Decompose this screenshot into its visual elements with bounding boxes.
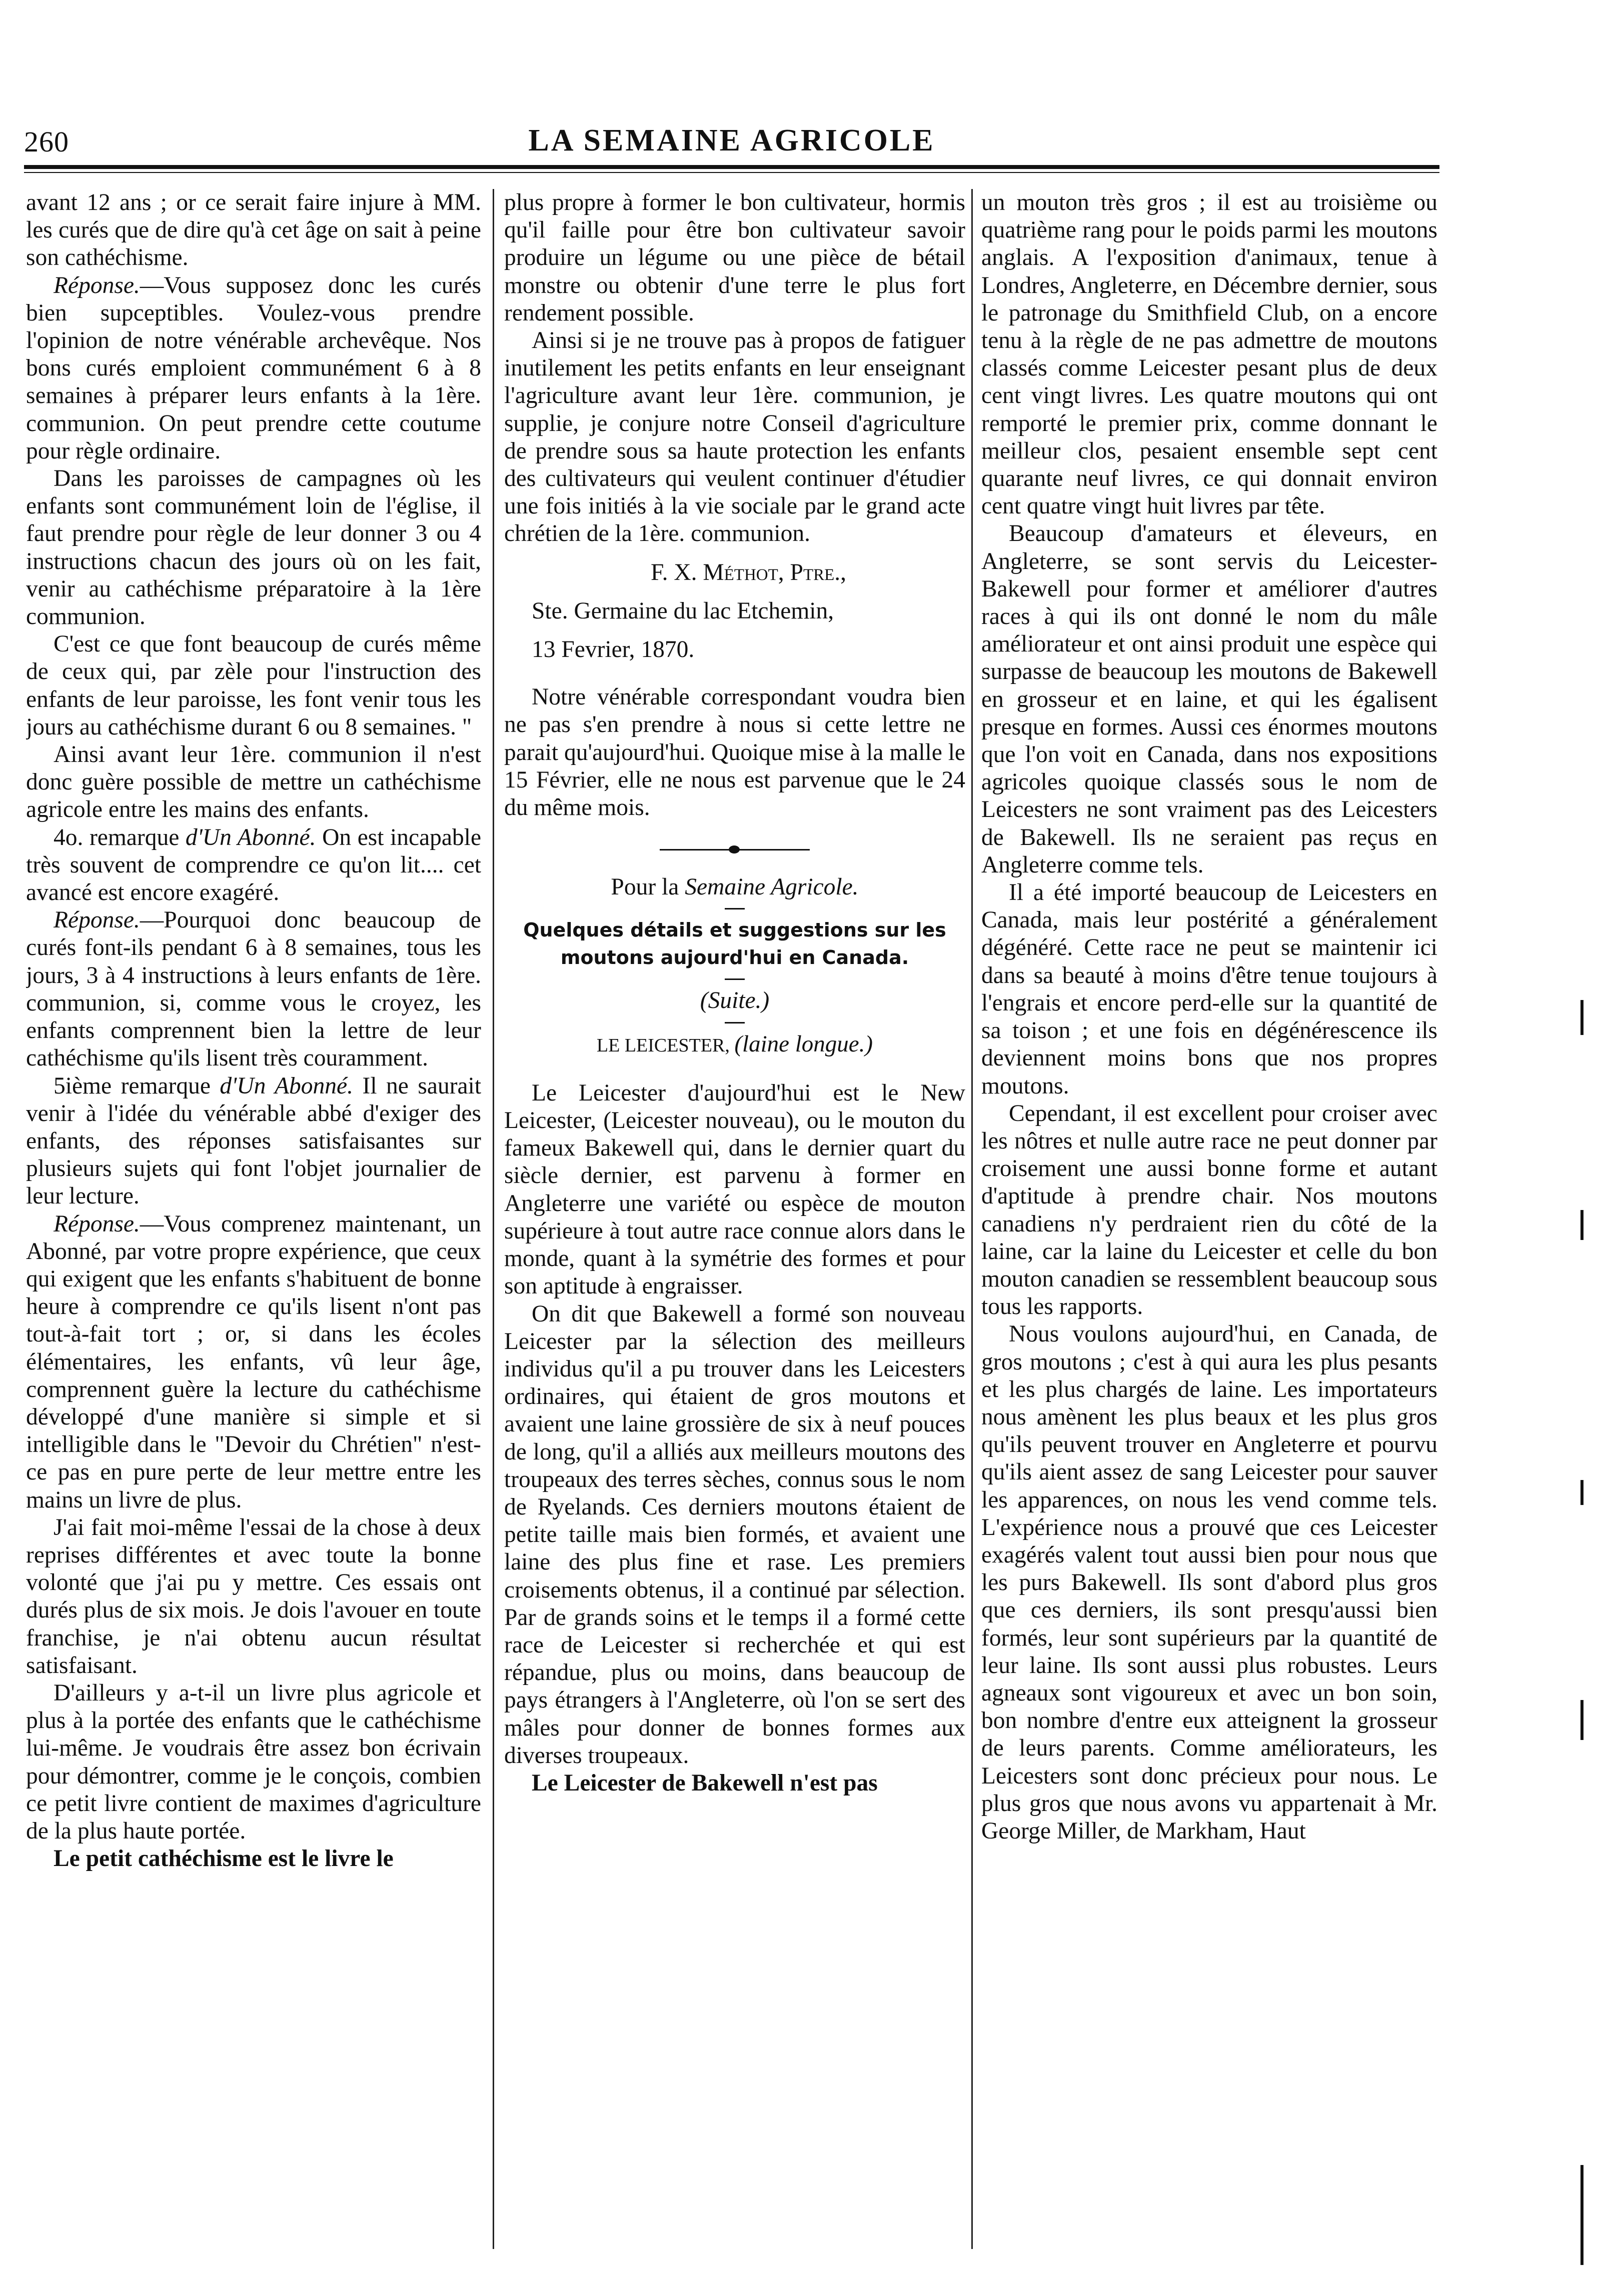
margin-binding-marks <box>1575 1000 1590 2275</box>
section-ornament <box>660 846 810 854</box>
remark-prefix: 4o. remarque <box>54 824 180 850</box>
dash-separator <box>725 978 745 980</box>
dedication <box>504 874 965 901</box>
signature-date: 13 Fevrier, 1870. <box>532 636 695 663</box>
paragraph <box>26 272 481 465</box>
paragraph: avant 12 ans ; or ce serait faire injure à MM. les curés que de dire qu'à cet âge on sait à peine son cathéchisme. <box>26 190 481 271</box>
suite-text: (Suite.) <box>700 988 770 1014</box>
page-header <box>24 120 1439 160</box>
paragraph: Dans les paroisses de campagnes où les enfants sont communément loin de l'église, il faut prendre pour règle de leur donner 3 ou 4 instructions chacun des jours où on les fait, venir au cathéchisme préparatoire à la 1ère communion. <box>26 466 481 630</box>
paragraph: Ainsi avant leur 1ère. communion il n'est donc guère possible de mettre un cathéchisme agricole entre les mains des enfants. <box>26 742 481 823</box>
remark-prefix: 5ième remarque <box>54 1072 211 1099</box>
reponse-label: Réponse. <box>54 1210 140 1237</box>
dash-separator <box>725 908 745 910</box>
header-rule-thin <box>24 172 1439 173</box>
column-left <box>26 189 481 2259</box>
paragraph <box>26 1072 481 1210</box>
margin-mark <box>1580 1210 1583 1240</box>
remark-author: d'Un Abonné. <box>220 1072 354 1099</box>
paragraph: Nous voulons aujourd'hui, en Canada, de gros moutons ; c'est à qui aura les plus pesants et les plus chargés de laine. Les importateurs nous amènent les plus beaux et les plus gros qu'ils peuvent trouver en Angleterre et pourvu qu'ils aient assez de sang Leicester pour sauver les apparences, on nous les vend comme tels. L'expérience nous a prouvé que ces Leicester exagérés valent tout aussi bien pour nous que les purs Bakewell. Ils sont d'abord plus gros que ces derniers, ils sont presqu'aussi bien formés, leur sont supérieurs par la quantité de leur laine. Ils sont aussi plus robustes. Leurs agneaux sont vigoureux et avec un bon soin, bon nombre d'entre eux atteignent la grosseur de leurs parents. Comme améliorateurs, les Leicesters sont donc précieux pour nous. Le plus gros que nous avons vu appartenait à Mr. George Miller, de Markham, Haut <box>981 1321 1437 1844</box>
header-rule <box>24 165 1439 169</box>
paragraph: Le Leicester de Bakewell n'est pas <box>532 1770 878 1796</box>
letter-signature <box>504 559 965 664</box>
paragraph: plus propre à former le bon cultivateur, hormis qu'il faille pour être bon cultivateur savoir produire un légume ou une pièce de bétail monstre ou obtenir d'une terre le plus fort rendement possible. <box>504 190 965 326</box>
paragraph: J'ai fait moi-même l'essai de la chose à deux reprises différentes et avec toute la bonne volonté que j'ai pu y mettre. Ces essais ont durés plus de six mois. Je dois l'avouer en toute franchise, je n'ai obtenu aucun résultat satisfaisant. <box>26 1514 481 1678</box>
paragraph-text: —Pourquoi donc beaucoup de curés font-ils pendant 6 à 8 semaines, tous les jours, 3 à 4 instructions à leurs enfants de 1ère. communion, si, comme vous le croyez, les enfants comprennent bien la lettre de leur cathéchisme qu'ils lisent très couramment. <box>26 907 481 1072</box>
page-number: 260 <box>24 126 69 158</box>
margin-mark <box>1580 1000 1583 1035</box>
paragraph: Il a été importé beaucoup de Leicesters en Canada, mais leur postérité a généralement dégénéré. Cette race ne peut se maintenir ici dans sa beauté à moins d'être tenue toujours à l'engrais et encore perd-elle sur la quantité de sa toison ; et une fois en dégénérescence ils deviennent moins bons que nos propres moutons. <box>981 880 1437 1099</box>
section-subheading: (laine longue.) <box>734 1030 873 1057</box>
section-heading-text: LE LEICESTER, <box>596 1034 730 1056</box>
section-heading <box>504 1030 965 1060</box>
paragraph: Ainsi si je ne trouve pas à propos de fatiguer inutilement les petits enfants en leur enseignant l'agriculture avant leur 1ère. communion, je supplie, je conjure notre Conseil d'agriculture de prendre sous sa haute protection les enfants des cultivateurs qui veulent continuer d'étudier une fois initiés à la vie sociale par le grand acte chrétien de la 1ère. communion. <box>504 328 965 547</box>
dedication-journal: Semaine Agricole. <box>685 874 859 900</box>
paragraph-text: On est incapable très souvent de comprendre ce qu'on lit.... cet avancé est encore exagéré. <box>26 824 481 906</box>
reponse-label: Réponse. <box>54 272 140 298</box>
paragraph-text: Il ne saurait venir à l'idée du vénérable abbé d'exiger des enfants, des réponses satisfaisantes sur plusieurs sujets qui font l'objet journalier de leur lecture. <box>26 1072 481 1210</box>
paragraph: Cependant, il est excellent pour croiser avec les nôtres et nulle autre race ne peut donner par croisement une aussi bonne forme et autant d'aptitude à prendre chair. Nos moutons canadiens n'y perdraient rien du côté de la laine, car la laine du Leicester et celle du bon mouton canadien se ressemblent beaucoup sous tous les rapports. <box>981 1100 1437 1320</box>
dedication-prefix: Pour la <box>611 874 679 900</box>
journal-title: LA SEMAINE AGRICOLE <box>528 124 935 158</box>
paragraph-text: —Vous supposez donc les curés bien supceptibles. Voulez-vous prendre l'opinion de notre vénérable archevêque. Nos bons curés emploient communément 6 à 8 semaines à préparer leurs enfants à la 1ère. communion. On peut prendre cette coutume pour règle ordinaire. <box>26 272 481 464</box>
editor-note: Notre vénérable correspondant voudra bien ne pas s'en prendre à nous si cette lettre ne parait qu'aujourd'hui. Quoique mise à la malle le 15 Février, elle ne nous est parvenue que le 24 du même mois. <box>504 684 965 821</box>
article-title: Quelques détails et suggestions sur les moutons aujourd'hui en Canada. <box>523 919 946 969</box>
paragraph: D'ailleurs y a-t-il un livre plus agricole et plus à la portée des enfants que le cathéchisme lui-même. Je voudrais être assez bon écrivain pour démontrer, comme je le conçois, combien ce petit livre contient de maximes d'agriculture de la plus haute portée. <box>26 1680 481 1844</box>
paragraph: un mouton très gros ; il est au troisième ou quatrième rang pour le poids parmi les moutons anglais. A l'exposition d'animaux, tenue à Londres, Angleterre, en Décembre dernier, sous le patronage du Smithfield Club, on a encore tenu à la règle de ne pas admettre de moutons classés comme Leicester pesant plus de deux cent vingt livres. Les quatre moutons qui ont remporté le premier prix, comme donnant le meilleur clos, pesaient ensemble sept cent quarante neuf livres, ce qui donnait environ cent quatre vingt huit livres par tête. <box>981 190 1437 520</box>
paragraph: Le petit cathéchisme est le livre le <box>54 1846 394 1872</box>
paragraph-text: —Vous comprenez maintenant, un Abonné, par votre propre expérience, que ceux qui exigent que les enfants s'habituent de bonne heure à comprendre ce qu'ils lisent n'ont pas tout-à-fait tort ; or, si dans les écoles élémentaires, les enfants, vû leur âge, comprennent guère la lecture du cathéchisme développé d'une manière si simple et si intelligible dans le "Devoir du Chrétien" n'est-ce pas en pure perte de leur mettre entre les mains un livre de plus. <box>26 1210 481 1513</box>
column-right <box>981 189 1437 2259</box>
signature-name: F. X. Méthot, Ptre., <box>650 559 847 586</box>
paragraph: On dit que Bakewell a formé son nouveau Leicester par la sélection des meilleurs individus qu'il a pu trouver dans les Leicesters ordinaires, qui étaient de gros moutons et avaient une laine grossière de six à neuf pouces de long, qu'il a alliés aux meilleurs moutons des troupeaux des terres sèches, connus sous le nom de Ryelands. Ces derniers moutons étaient de petite taille mais bien formés, et avaient une laine des plus fine et rase. Les premiers croisements obtenus, il a continué par sélection. Par de grands soins et le temps il a formé cette race de Leicester si recherchée et qui est répandue, plus ou moins, dans beaucoup de pays étrangers à l'Angleterre, où l'on se sert des mâles pour donner de bonnes formes aux diverses troupeaux. <box>504 1300 965 1768</box>
margin-mark <box>1580 1480 1583 1505</box>
paragraph <box>26 824 481 907</box>
paragraph <box>26 906 481 1072</box>
suite-label <box>504 987 965 1014</box>
column-middle <box>504 189 965 2259</box>
column-divider <box>493 189 494 2249</box>
margin-mark <box>1580 1700 1583 1740</box>
paragraph: Le Leicester d'aujourd'hui est le New Leicester, (Leicester nouveau), ou le mouton du fameux Bakewell qui, dans le dernier quart du siècle dernier, est parvenu à former en Angleterre une variété ou espèce de mouton supérieure à tout autre race connue alors dans le monde, quant à la symétrie des formes et pour son aptitude à engraisser. <box>504 1080 965 1300</box>
dash-separator <box>725 1022 745 1024</box>
paragraph: Beaucoup d'amateurs et éleveurs, en Angleterre, se sont servis du Leicester-Bakewell pour former et améliorer d'autres races à qui ils ont donné le nom du mâle améliorateur et ont ainsi produit une espèce qui surpasse de beaucoup les moutons de Bakewell en grosseur et en laine, et qui les égalisent presque en formes. Aussi ces énormes moutons que l'on voit en Canada, dans nos expositions agricoles quoique classés sous le nom de Leicesters ne sont vraiment pas des Leicesters de Bakewell. Ils ne seraient pas reçus en Angleterre comme tels. <box>981 520 1437 878</box>
paragraph <box>26 1210 481 1514</box>
remark-author: d'Un Abonné. <box>185 824 316 850</box>
paragraph: C'est ce que font beaucoup de curés même de ceux qui, par zèle pour l'instruction des enfants de leur paroisse, les font venir tous les jours au cathéchisme durant 6 ou 8 semaines. " <box>26 631 481 740</box>
margin-mark <box>1580 2165 1583 2265</box>
ornament-diamond <box>729 846 740 854</box>
signature-place: Ste. Germaine du lac Etchemin, <box>532 598 834 624</box>
reponse-label: Réponse. <box>54 907 140 934</box>
column-divider <box>971 189 973 2249</box>
